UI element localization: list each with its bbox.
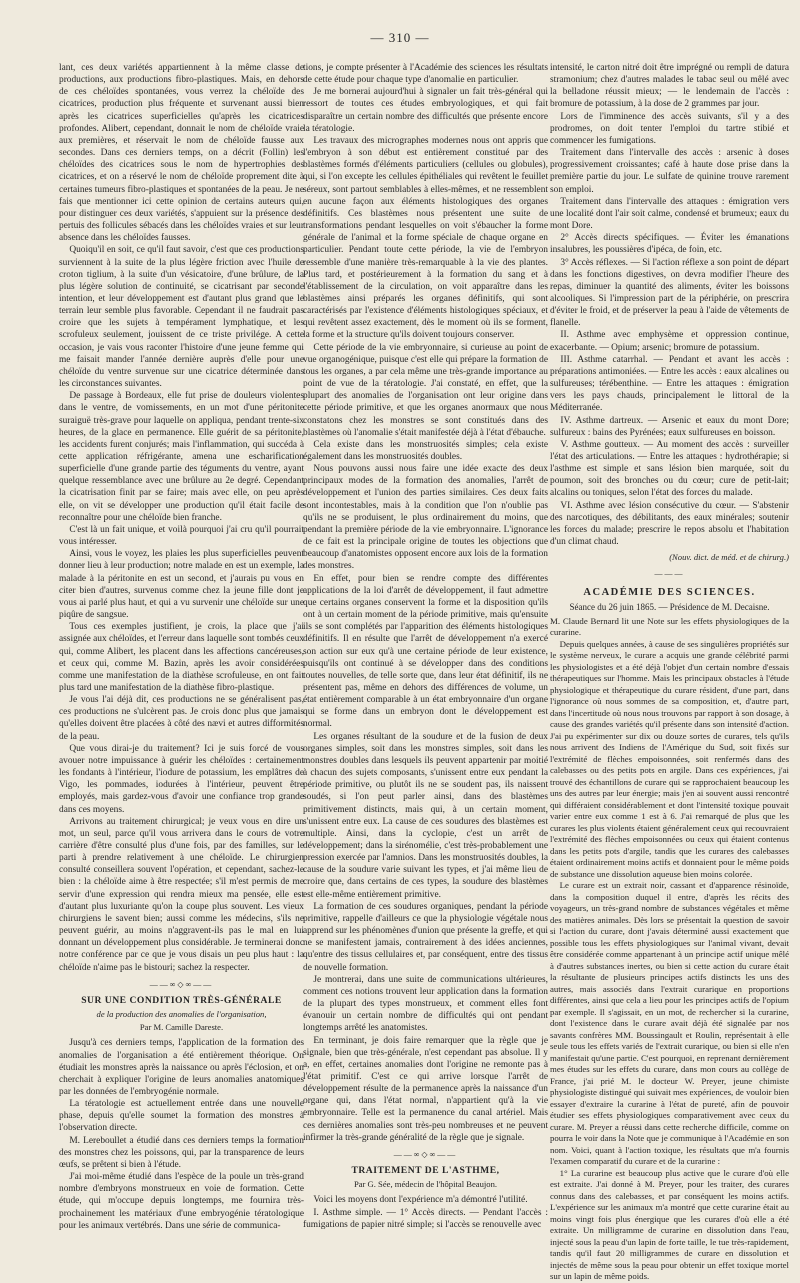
column-left: [59, 62, 304, 1231]
section-separator: ———: [654, 569, 685, 579]
paragraph: Traitement dans l'intervalle des accès : arsenic à doses progressivement croissantes; café à haute dose prise dans la première partie du jour. Le sulfate de quinine trouve rarement son emploi.: [550, 148, 789, 195]
article-author: Par M. Camille Dareste.: [139, 1022, 224, 1033]
paragraph: Les organes résultant de la soudure et de la fusion de deux organes simples, soit dans les monstres simples, soit dans les monstres doubles dans lesquels ils peuvent appartenir par moitié à chacun des sujets composants, s'unissent entre eux pendant la période primitive, ou plutôt ils ne se soudent pas, ils naissent soudés, si l'on peut parler ainsi, dans des blastèmes primitivement distincts, mais qui, à un certain moment, s'unissent entre eux. La cause de ces soudures des blastèmes est multiple. Ainsi, dans la cyclopie, c'est un arrêt de développement; dans la sirénomélie, c'est très-probablement une pression exercée par l'amnios. Dans les monstruosités doubles, la cause de la soudure varie suivant les types, et j'ai même lieu de croire que, dans certains de ces types, la soudure des blastèmes est elle-même entièrement primitive.: [303, 731, 548, 900]
paragraph: J'ai moi-même étudié dans l'espèce de la poule un très-grand nombre d'embryons monstrueux en voie de formation. Cette étude, qui m'occupe depuis longtemps, me fournira très-prochainement les matériaux d'une embryogénie tératologique pour les animaux vertébrés. Dans une série de communica-: [59, 1172, 304, 1231]
paragraph: Quoiqu'il en soit, ce qu'il faut savoir, c'est que ces productions surviennent à la suite de la plus légère friction avec l'huile de croton tiglium, à la suite d'un vésicatoire, d'une brûlure, de la plus légère solution de continuité, se cicatrisant par seconde intention, et leur développement est d'autant plus grand que le terrain leur semble plus favorable. Cependant il ne faudrait pas croire que les sujets à tempérament lymphatique, et les scrofuleux seulement, jouissent de ce triste privilége. A cette occasion, je vais vous raconter l'histoire d'une jeune femme qui me faisait mander l'année dernière auprès d'elle pour une chéloïde du ventre survenue sur une cicatrice déterminée dans les circonstances suivantes.: [59, 245, 304, 390]
paragraph: Depuis quelques années, à cause de ses singulières propriétés sur le système nerveux, le curare a acquis une grande célébrité parmi les physiologistes et a été déjà l'objet d'un certain nombre d'essais thérapeutiques sur l'homme. Mais les principaux obstacles à l'étude physiologique et thérapeutique du curare résident, d'une part, dans l'ignorance où nous sommes de sa composition, et, d'autre part, dans l'incertitude où nous nous trouvons par rapport à son dosage, à cause des grandes variétés qu'il présente dans son intensité d'action. J'ai pu expérimenter sur dix ou douze sortes de curares, tels qu'ils nous arrivent des Indiens de l'Amérique du Sud, soit fixés sur l'extrémité de flèches empoisonnées, soit renfermés dans des calebasses ou des petits pots en argile. Dans ces expériences, j'ai trouvé des échantillons de curare qui se rapprochaient beaucoup les uns des autres par leur énergie; mais j'en ai souvent aussi rencontré qui différaient considérablement et dont l'intensité toxique pouvait varier entre eux comme 1 est à 6. J'ai remarqué de plus que les curares les plus violents étaient généralement ceux qui recouvraient l'extrémité des flèches empoisonnées ou ceux qui étaient contenus dans les petits pots d'argile, tandis que les curares des calebasses étaient ordinairement moins actifs et donnaient pour le même poids de substance une dissolution aqueuse bien moins colorée.: [550, 638, 789, 879]
article-title: SUR UNE CONDITION TRÈS-GÉNÉRALE: [81, 994, 282, 1006]
column-right: [550, 62, 789, 1282]
paragraph: Voici les moyens dont l'expérience m'a démontré l'utilité.: [313, 1195, 528, 1206]
paragraph: En effet, pour bien se rendre compte des différentes applications de la loi d'arrêt de développement, il faut admettre que certains organes conservent la forme et la disposition qu'ils ont à un certain moment de la période primitive, mais qu'ensuite ils se sont complétés par l'apparition des éléments histologiques définitifs. Il en résulte que l'arrêt de développement n'a exercé son action sur eux qu'à une certaine période de leur existence, puisqu'ils ont continué à se développer dans des conditions toutes nouvelles, de telle sorte que, dans leur état définitif, ils ne présentent pas, même en dehors des différences de volume, un état entièrement comparable à un état embryonnaire d'un organe qui se forme dans un embryon dont le développement est normal.: [303, 573, 548, 730]
paragraph: Le curare est un extrait noir, cassant et d'apparence résinoïde, dans la composition duquel il entre, d'après les récits des voyageurs, un très-grand nombre de substances végétales et même des matières animales. Dès lors se présentait la question de savoir si l'action du curare, dont j'avais déterminé aussi exactement que possible tous les effets physiologiques sur l'animal vivant, devait être considérée comme appartenant à un principe actif unique mêlé à d'autres substances inertes, ou bien si cette action du curare était la résultante de plusieurs principes actifs distincts les uns des autres, mais associés dans l'extrait curarique en proportions différentes, ainsi que cela a lieu pour les principes actifs de l'opium par exemple. Il s'agissait, en un mot, de rechercher si la curarine, dont l'existence dans le curare avait déjà été signalée par nos savants confrères MM. Boussingault et Roulin, représentait à elle seule tous les effets variés de l'extrait curarique, ou bien si elle n'en manifestait qu'une partie. C'est pourquoi, en reprenant dernièrement mes études sur les effets du curare, dans mon cours au collège de France, j'ai prié M. le docteur W. Preyer, jeune chimiste physiologiste distingué qui suivait mes expériences, de vouloir bien essayer d'extraire la curarine à l'état de pureté, afin de pouvoir étudier ses effets physiologiques comparativement avec ceux du curare. M. Preyer a réussi dans cette recherche difficile, comme on pourra le voir dans la Note que je communique à l'Académie en son nom. Voici, quant à l'action toxique, les résultats que m'a fournis l'examen comparatif du curare et de la curarine :: [550, 880, 789, 1167]
paragraph: Arrivons au traitement chirurgical; je veux vous en dire un mot, un seul, parce qu'il vous arrivera dans le cours de votre carrière d'être consulté plus d'une fois, par des familles, sur le parti à prendre relativement à une chéloïde. Le chirurgien consulté conseillera souvent l'opération, et cependant, sachez-le bien : la chéloïde aime à être respectée; s'il m'est permis de me servir d'une expression qui rendra mieux ma pensée, elle est d'autant plus luxuriante qu'on la coupe plus souvent. Les vieux chirurgiens le savent bien; aussi comme les médecins, s'ils ne peuvent guérir, au moins n'aggravent-ils pas le mal en lui donnant un développement plus considérable. Je terminerai donc notre conférence par ce que je vous disais un peu plus haut : la chéloïde n'aime pas le bistouri; sachez la respecter.: [59, 816, 304, 973]
paragraph: V. Asthme goutteux. — Au moment des accès : surveiller l'état des articulations. — Entre les attaques : hydrothérapie; si l'asthme est simple et sans lésion bien marquée, soit du poumon, soit des bronches ou du cœur; cure de petit-lait; alcalins ou toniques, selon l'état des forces du malade.: [550, 439, 789, 499]
paragraph: C'est là un fait unique, et voilà pourquoi j'ai cru qu'il pourrait vous intéresser.: [59, 524, 304, 548]
session-line: Séance du 26 juin 1865. — Présidence de M. Decaisne.: [569, 601, 770, 612]
paragraph: I. Asthme simple. — 1° Accès directs. — Pendant l'accès : fumigations de papier nitré simple; si l'accès se renouvelle avec: [303, 1207, 548, 1230]
paragraph: Je vous l'ai déjà dit, ces productions ne se généralisent pas, ces productions ne s'ulcèrent pas. Je crois donc plus que jamais qu'elles doivent être placées à côté des nævi et autres difformités de la peau.: [59, 695, 304, 742]
page-number: — 310 —: [370, 30, 430, 45]
paragraph: intensité, le carton nitré doit être imprégné ou rempli de datura stramonium; chez d'autres malades le tabac seul ou mêlé avec la belladone réussit mieux; — le lendemain de l'accès : bromure de potassium, à la dose de 2 grammes par jour.: [550, 63, 789, 110]
article-subtitle: de la production des anomalies de l'organisation,: [96, 1009, 267, 1020]
paragraph: II. Asthme avec emphysème et oppression continue, exacerbante. — Opium; arsenic; bromure de potassium.: [550, 330, 789, 353]
source-citation: (Nouv. dict. de méd. et de chirurg.): [669, 552, 789, 563]
paragraph: Ainsi, vous le voyez, les plaies les plus superficielles peuvent donner lieu à leur production; notre malade en est un exemple, la malade à la péritonite en est un second, et j'aurais pu vous en citer bien d'autres, survenus comme chez la jeune fille dont je vous ai parlé plus haut, et qui a vu survenir une chéloïde sur une piqûre de sangsue.: [59, 549, 304, 621]
paragraph: Je montrerai, dans une suite de communications ultérieures, comment ces notions trouvent leur application dans la formation de la plupart des types monstrueux, et comment elles font évanouir un certain nombre de difficultés qui ont pendant longtemps arrêté les anatomistes.: [303, 974, 548, 1034]
paragraph: M. Lereboullet a étudié dans ces derniers temps la formation des monstres chez les poissons, qui, par la transparence de leurs œufs, se prêtent si bien à l'étude.: [59, 1135, 304, 1170]
paragraph: VI. Asthme avec lésion consécutive du cœur. — S'abstenir des narcotiques, des débilitants, des eaux minérales; soutenir les forces du malade; prescrire le repos absolu et l'habitation d'un climat chaud.: [550, 500, 789, 548]
column-middle: [303, 62, 548, 1230]
paragraph: Cela existe dans les monstruosités simples; cela existe également dans les monstruosités doubles.: [303, 439, 548, 462]
paragraph: Jusqu'à ces derniers temps, l'application de la formation des anomalies de l'organisation a été entièrement théorique. On étudiait les monstres après la naissance ou après l'éclosion, et on cherchait à expliquer l'origine de leurs anomalies anatomiques par les données de l'embryogénie normale.: [59, 1038, 304, 1097]
paragraph: 3° Accès réflexes. — Si l'action réflexe a son point de départ dans les fonctions digestives, on devra modifier l'heure des repas, diminuer la quantité des aliments, éviter les boissons alcooliques. Si l'impression part de la périphérie, on prescrira d'éviter le froid, et de préserver la peau à l'aide de vêtements de flanelle.: [550, 257, 789, 329]
section-separator: ——∞◇∞——: [149, 979, 214, 989]
paragraph: lant, ces deux variétés appartiennent à la même classe de productions, aux productions fibro-plastiques. Mais, en dehors de ces chéloïdes spontanées, vous verrez la chéloïde des cicatrices, production plus fréquente et survenant aussi bien après les cicatrices superficielles qu'après les cicatrices profondes. Alibert, cependant, donnait le nom de chéloïde vraie aux premières, et réservait le nom de chéloïde fausse aux secondes. Dans ces derniers temps, on a décrit (Follin) les chéloïdes des cicatrices sous le nom de hypertrophies des cicatrices, et on a réservé le nom de chéloïde proprement dite à certaines tumeurs fibro-plastiques et spontanées de la peau. Je ne fais que mentionner ici cette opinion de certains auteurs qui, pour distinguer ces deux variétés, s'appuient sur la présence des pertuis des follicules sébacés dans les chéloïdes vraies et sur leur absence dans les chéloïdes fausses.: [59, 63, 304, 244]
paragraph: Cette période de la vie embryonnaire, si curieuse au point de vue organogénique, puisque c'est elle qui prépare la formation de tous les organes, a par cela même une très-grande importance au point de vue de la tératologie. J'ai constaté, en effet, que la plupart des anomalies de l'organisation ont leur origine dans cette période primitive, et que les organes anormaux que nous constatons chez les monstres se sont constitués dans des blastèmes où l'anomalie s'était manifestée déjà à l'état d'ébauche.: [303, 342, 548, 438]
paragraph: tions, je compte présenter à l'Académie des sciences les résultats de cette étude pour chaque type d'anomalie en particulier.: [303, 63, 548, 86]
paragraph: La formation de ces soudures organiques, pendant la période primitive, rappelle d'ailleurs ce que la physiologie végétale nous apprend sur les phénomènes d'union que présente la greffe, et qui ne se manifestent jamais, contrairement à des idées anciennes, qu'entre des tissus cellulaires et, par conséquent, entre des tissus de nouvelle formation.: [303, 901, 548, 973]
paragraph: En terminant, je dois faire remarquer que la règle que je signale, bien que très-générale, n'est cependant pas absolue. Il y a, en effet, certaines anomalies dont l'origine ne remonte pas à l'état primitif. C'est ce qui arrive lorsque l'arrêt de développement résulte de la permanence après la naissance d'un organe qui, dans l'état normal, n'appartient qu'à la vie embryonnaire. Telle est la permanence du canal artériel. Mais ces dernières anomalies sont très-peu nombreuses et ne peuvent infirmer la très-grande généralité de la règle que je signale.: [303, 1035, 548, 1143]
paragraph: La tératologie est actuellement entrée dans une nouvelle phase, depuis qu'elle soumet la formation des monstres à l'observation directe.: [59, 1099, 304, 1134]
paragraph: M. Claude Bernard lit une Note sur les effets physiologiques de la curarine.: [550, 615, 789, 638]
paragraph: 2° Accès directs spécifiques. — Éviter les émanations insalubres, les poussières d'ipéca, de foin, etc.: [550, 233, 789, 256]
section-separator: ——∞◇∞——: [393, 1149, 458, 1159]
section-heading: ACADÉMIE DES SCIENCES.: [583, 586, 756, 598]
article-author: Par G. Sée, médecin de l'hôpital Beaujon.: [353, 1179, 498, 1190]
paragraph: Lors de l'imminence des accès suivants, s'il y a des prodromes, on doit tenter l'emploi du tartre stibié et commencer les fumigations.: [550, 111, 789, 146]
paragraph: Traitement dans l'intervalle des attaques : émigration vers une localité dont l'air soit calme, condensé et brumeux; eaux du mont Dore.: [550, 196, 789, 232]
paragraph: Les travaux des micrographes modernes nous ont appris que l'embryon à son début est entièrement constitué par des blastèmes formés d'éléments particuliers (cellules ou globules), qui, si l'on excepte les cellules épithéliales qui revêtent le feuillet séreux, sont partout semblables à elles-mêmes, et ne ressemblent en aucune façon aux éléments histologiques des organes définitifs. Ces blastèmes nous présentent une suite de transformations pendant lesquelles on voit s'ébaucher la forme générale de l'animal et la forme spéciale de chaque organe en particulier. Pendant toute cette période, la vie de l'embryon ressemble d'une manière très-remarquable à la vie des plantes. Plus tard, et postérieurement à la formation du sang et à l'établissement de la circulation, on voit apparaître dans les blastèmes ainsi préparés les organes définitifs, qui sont caractérisés par l'existence d'éléments histologiques spéciaux, et qui revêtent assez exactement, dès le moment où ils se forment, la forme et la structure qu'ils doivent toujours conserver.: [303, 135, 548, 341]
paragraph: Tous ces exemples justifient, je crois, la place que j'ai assignée aux chéloïdes, et l'erreur dans laquelle sont tombés ceux qui, comme Alibert, les placent dans les affections cancéreuses, et ceux qui, comme M. Bazin, après les avoir considérées comme une manifestation de la diathèse scrofuleuse, en ont fait plus tard une manifestation de la diathèse fibro-plastique.: [59, 622, 304, 693]
paragraph: De passage à Bordeaux, elle fut prise de douleurs violentes dans le ventre, de vomissements, en un mot d'une péritonite suraiguë très-grave pour laquelle on appliqua, pendant trente-six heures, de la glace en permanence. Elle guérit de sa péritonite, les accidents furent conjurés; mais l'inflammation, qui succéda à cette application réfrigérante, amena une escharification superficielle d'une grande partie des téguments du ventre, ayant quelque ressemblance avec une brûlure au 2e degré. Cependant la cicatrisation finit par se faire; mais avec elle, on peu après elle, on vit se développer une production qu'il était facile de reconnaître pour une chéloïde bien franche.: [59, 391, 304, 523]
paragraph: Je me bornerai aujourd'hui à signaler un fait très-général qui ressort de toutes ces études embryologiques, et qui fait disparaître un certain nombre des difficultés que présente encore la tératologie.: [303, 87, 548, 134]
paragraph: 1° La curarine est beaucoup plus active que le curare d'où elle est extraite. J'ai donné à M. Preyer, pour les traiter, des curares connus dans des calebasses, et par conséquent les moins actifs. L'expérience sur les animaux m'a montré que cette curarine était au moins vingt fois plus énergique que les curares d'où elle a été extraite. Un milligramme de curarine en dissolution dans l'eau, injecté sous la peau d'un lapin de forte taille, le tue très-rapidement, tandis qu'il faut 20 milligrammes de curare en dissolution et injectés de même sous la peau pour obtenir un effet toxique mortel sur un lapin de même poids.: [550, 1167, 789, 1282]
article-title: TRAITEMENT DE L'ASTHME,: [351, 1165, 500, 1177]
paragraph: Que vous dirai-je du traitement? Ici je suis forcé de vous avouer notre impuissance à guérir les chéloïdes : certainement les fondants à l'intérieur, l'iodure de potassium, les emplâtres de Vigo, les pommades, iodurées à l'intérieur, peuvent être employés, mais gardez-vous d'avoir une confiance trop grande dans ces moyens.: [59, 743, 304, 815]
paragraph: III. Asthme catarrhal. — Pendant et avant les accès : préparations antimoniées. — Entre les accès : eaux alcalines ou sulfureuses; térébenthine. — Entre les attaques : émigration vers les pays chauds, principalement le littoral de la Méditerranée.: [550, 354, 789, 414]
paragraph: Nous pouvons aussi nous faire une idée exacte des deux principaux modes de la formation des anomalies, l'arrêt de développement et l'union des parties similaires. Ces deux faits sont incontestables, mais à la condition que l'on n'oublie pas qu'ils ne se produisent, le plus ordinairement du moins, que pendant la première période de la vie embryonnaire. L'ignorance de ce fait est la principale origine de toutes les objections que beaucoup d'anatomistes opposent encore aux lois de la formation des monstres.: [303, 464, 548, 572]
paragraph: IV. Asthme dartreux. — Arsenic et eaux du mont Dore; sulfureux : bains des Pyrénées; eaux sulfureuses en boisson.: [550, 415, 789, 438]
